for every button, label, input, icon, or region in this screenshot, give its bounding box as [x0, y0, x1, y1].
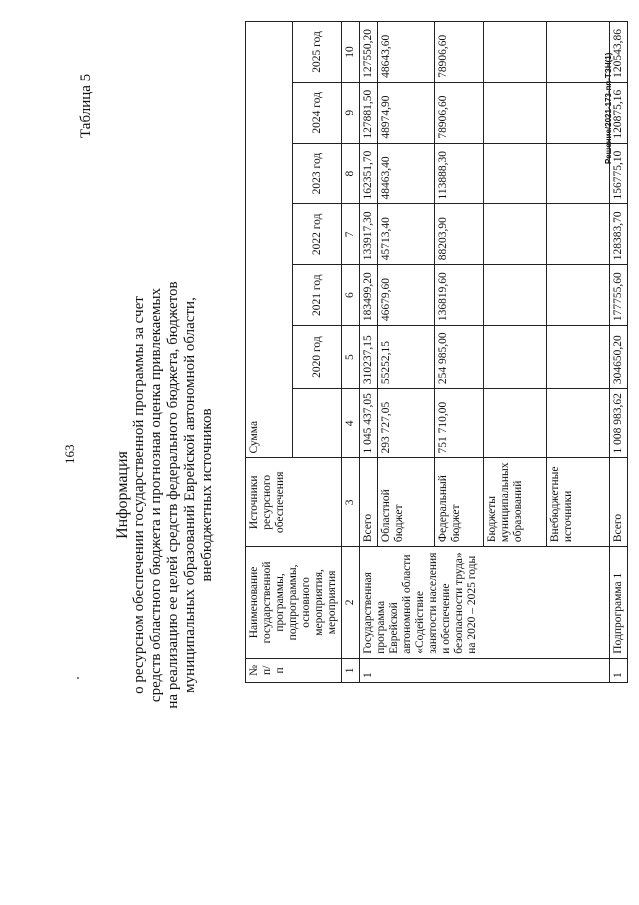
header-source: Источники ресурсного обеспечения: [246, 458, 342, 547]
header-sum-blank: [293, 389, 342, 458]
header-year: 2023 год: [293, 143, 342, 204]
title-line: на реализацию ее целей средств федерального бюджета, бюджетов: [165, 281, 181, 709]
col-number: 1: [342, 658, 360, 682]
year-cell: 127550,20: [360, 22, 378, 83]
header-sum: Сумма: [246, 22, 293, 459]
source-cell: Всего: [610, 458, 628, 547]
year-cell: 78906,60: [435, 22, 484, 83]
column-number-row: [342, 22, 360, 683]
year-cell: [484, 143, 547, 204]
year-cell: 46679,60: [378, 265, 435, 326]
sum-cell: [547, 389, 610, 458]
year-cell: 78906,60: [435, 82, 484, 143]
year-cell: 133917,30: [360, 204, 378, 265]
source-cell: Бюджеты муниципальных образований: [484, 458, 547, 547]
col-number: 10: [342, 22, 360, 83]
scan-dot: [77, 677, 79, 679]
header-year: 2024 год: [293, 82, 342, 143]
header-row: [246, 22, 293, 683]
footer-code: Решение/2021-173-пп-ТЗН(1): [604, 52, 613, 164]
year-cell: 156775,10: [610, 143, 628, 204]
header-name: Наименование государственной программы, подпрограммы, основного мероприятия, мероприятия: [246, 547, 342, 659]
source-cell: Федеральный бюджет: [435, 458, 484, 547]
col-number: 8: [342, 143, 360, 204]
year-cell: [547, 82, 610, 143]
col-number: 7: [342, 204, 360, 265]
year-cell: [547, 22, 610, 83]
col-number: 4: [342, 389, 360, 458]
year-cell: 162351,70: [360, 143, 378, 204]
source-cell: Областной бюджет: [378, 458, 435, 547]
year-cell: 48463,40: [378, 143, 435, 204]
year-cell: 310237,15: [360, 326, 378, 389]
header-year: 2021 год: [293, 265, 342, 326]
year-cell: [547, 326, 610, 389]
year-cell: 120875,16: [610, 82, 628, 143]
program-num: 1: [360, 658, 610, 682]
year-cell: 127881,50: [360, 82, 378, 143]
year-cell: 48643,60: [378, 22, 435, 83]
title-line: муниципальных образований Еврейской автономной области,: [182, 297, 198, 693]
year-cell: 254 985,00: [435, 326, 484, 389]
year-cell: 113888,30: [435, 143, 484, 204]
year-cell: 183499,20: [360, 265, 378, 326]
year-cell: [484, 204, 547, 265]
source-cell: Внебюджетные источники: [547, 458, 610, 547]
header-year: 2025 год: [293, 22, 342, 83]
year-cell: 136819,60: [435, 265, 484, 326]
sum-cell: 751 710,00: [435, 389, 484, 458]
year-cell: [484, 265, 547, 326]
col-number: 3: [342, 458, 360, 547]
year-cell: [547, 204, 610, 265]
title-heading: Информация: [114, 451, 131, 539]
title-line: о ресурсном обеспечении государственной программы за счет: [131, 296, 147, 694]
year-cell: [547, 265, 610, 326]
year-cell: 55252,15: [378, 326, 435, 389]
subprogram-name: Подпрограмма 1: [610, 547, 628, 659]
year-cell: [484, 22, 547, 83]
col-number: 6: [342, 265, 360, 326]
header-year: 2020 год: [293, 326, 342, 389]
program-name: Государственная программа Еврейской автономной области «Содействие занятости населения и обеспечение безопасности труда» на 2020 – 2025 годы: [360, 547, 610, 659]
document-title: [114, 215, 216, 775]
year-cell: [484, 326, 547, 389]
table-label: Таблица 5: [78, 73, 94, 138]
page-number: 163: [62, 444, 77, 464]
title-line: средств областного бюджета и прогнозная оценка привлекаемых: [148, 287, 164, 703]
header-num: № п/п: [246, 658, 342, 682]
col-number: 5: [342, 326, 360, 389]
year-cell: 128383,70: [610, 204, 628, 265]
year-cell: 45713,40: [378, 204, 435, 265]
sum-cell: 293 727,05: [378, 389, 435, 458]
year-cell: 120543,86: [610, 22, 628, 83]
sum-cell: [484, 389, 547, 458]
sum-cell: 1 008 983,62: [610, 389, 628, 458]
year-cell: 304650,20: [610, 326, 628, 389]
col-number: 2: [342, 547, 360, 659]
year-cell: 48974,90: [378, 82, 435, 143]
year-cell: [547, 143, 610, 204]
source-cell: Всего: [360, 458, 378, 547]
table-row: [360, 22, 378, 683]
header-year: 2022 год: [293, 204, 342, 265]
year-cell: [484, 82, 547, 143]
subprogram-num: 1: [610, 658, 628, 682]
year-cell: 177755,60: [610, 265, 628, 326]
title-line: внебюджетных источников: [199, 408, 215, 582]
table-row: [610, 22, 628, 683]
col-number: 9: [342, 82, 360, 143]
year-cell: 88203,90: [435, 204, 484, 265]
sum-cell: 1 045 437,05: [360, 389, 378, 458]
resource-table: [245, 21, 628, 683]
